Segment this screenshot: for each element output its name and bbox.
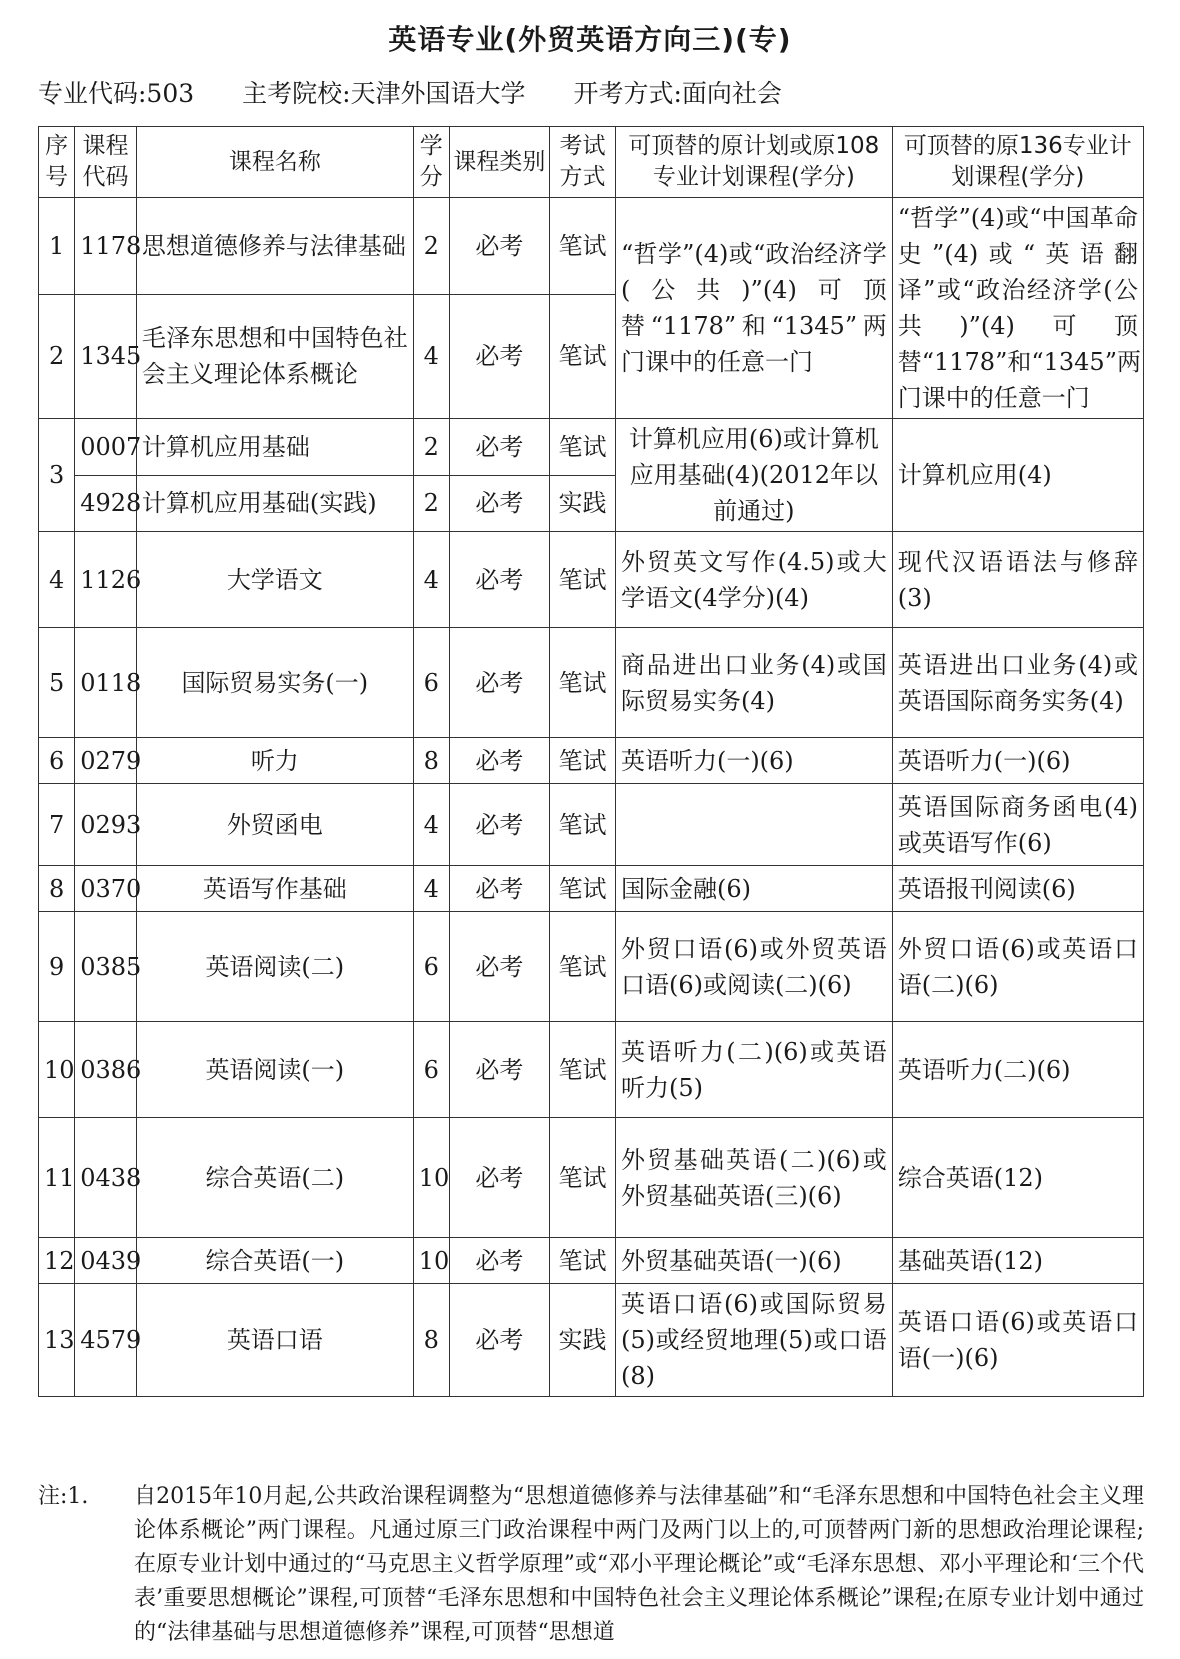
cell-name: 英语口语 [136,1284,413,1397]
header-sub108: 可顶替的原计划或原108专业计划课程(学分) [615,127,892,198]
cell-code: 0007 [75,419,137,476]
cell-code: 1178 [75,198,137,294]
cell-name: 思想道德修养与法律基础 [136,198,413,294]
cell-credit: 2 [413,475,449,532]
cell-sub136: 综合英语(12) [892,1118,1143,1238]
table-row [39,784,1144,866]
cell-name: 计算机应用基础 [136,419,413,476]
cell-sub108: 国际金融(6) [615,866,892,912]
cell-exam: 实践 [549,475,615,532]
cell-sub136: 英语口语(6)或英语口语(一)(6) [892,1284,1143,1397]
cell-sub136: 英语听力(一)(6) [892,738,1143,784]
cell-sub136-politics: “哲学”(4)或“中国革命史”(4)或“英语翻译”或“政治经济学(公共)”(4)可顶替“1178”和“1345”两门课中的任意一门 [892,198,1143,419]
cell-exam: 笔试 [549,1022,615,1118]
cell-sub136: 外贸口语(6)或英语口语(二)(6) [892,912,1143,1022]
course-table [38,126,1144,1397]
cell-credit: 6 [413,912,449,1022]
table-row [39,628,1144,738]
footnote [38,1480,1144,1650]
cell-code: 0118 [75,628,137,738]
cell-code: 1126 [75,532,137,628]
table-row [39,198,1144,294]
cell-type: 必考 [449,294,549,419]
cell-exam: 实践 [549,1284,615,1397]
header-type: 课程类别 [449,127,549,198]
cell-seq: 6 [39,738,75,784]
cell-seq: 9 [39,912,75,1022]
cell-code: 4928 [75,475,137,532]
cell-type: 必考 [449,1022,549,1118]
cell-type: 必考 [449,628,549,738]
cell-sub108: 外贸口语(6)或外贸英语口语(6)或阅读(二)(6) [615,912,892,1022]
cell-credit: 8 [413,1284,449,1397]
exam-mode: 开考方式:面向社会 [573,79,782,108]
cell-exam: 笔试 [549,294,615,419]
cell-exam: 笔试 [549,912,615,1022]
cell-code: 0293 [75,784,137,866]
cell-sub108: 英语听力(二)(6)或英语听力(5) [615,1022,892,1118]
cell-type: 必考 [449,1238,549,1284]
table-row [39,866,1144,912]
table-row [39,1284,1144,1397]
cell-seq: 12 [39,1238,75,1284]
cell-sub136: 基础英语(12) [892,1238,1143,1284]
cell-exam: 笔试 [549,198,615,294]
table-row [39,532,1144,628]
cell-type: 必考 [449,198,549,294]
cell-sub136-computer: 计算机应用(4) [892,419,1143,532]
cell-seq: 3 [39,419,75,532]
cell-exam: 笔试 [549,738,615,784]
cell-name: 毛泽东思想和中国特色社会主义理论体系概论 [136,294,413,419]
table-row [39,1022,1144,1118]
cell-name: 英语阅读(二) [136,912,413,1022]
cell-seq: 5 [39,628,75,738]
cell-sub108 [615,784,892,866]
table-row [39,1118,1144,1238]
cell-name: 综合英语(一) [136,1238,413,1284]
cell-seq: 7 [39,784,75,866]
cell-sub108-computer: 计算机应用(6)或计算机应用基础(4)(2012年以前通过) [615,419,892,532]
cell-sub108: 外贸英文写作(4.5)或大学语文(4学分)(4) [615,532,892,628]
major-info [38,74,822,110]
table-row [39,912,1144,1022]
cell-code: 1345 [75,294,137,419]
cell-name: 综合英语(二) [136,1118,413,1238]
cell-credit: 10 [413,1238,449,1284]
cell-credit: 4 [413,532,449,628]
page-title: 英语专业(外贸英语方向三)(专) [388,23,792,56]
cell-type: 必考 [449,1118,549,1238]
cell-seq: 11 [39,1118,75,1238]
footnote-label: 注:1. [38,1484,89,1509]
header-name: 课程名称 [136,127,413,198]
cell-sub108-politics: “哲学”(4)或“政治经济学(公共)”(4)可顶替“1178”和“1345”两门课中的任意一门 [615,198,892,419]
cell-sub136: 英语听力(二)(6) [892,1022,1143,1118]
cell-type: 必考 [449,1284,549,1397]
cell-name: 国际贸易实务(一) [136,628,413,738]
cell-sub136: 英语进出口业务(4)或英语国际商务实务(4) [892,628,1143,738]
cell-exam: 笔试 [549,532,615,628]
cell-sub108: 英语听力(一)(6) [615,738,892,784]
cell-credit: 6 [413,1022,449,1118]
cell-code: 0279 [75,738,137,784]
cell-sub108: 外贸基础英语(一)(6) [615,1238,892,1284]
table-row [39,1238,1144,1284]
cell-sub108: 外贸基础英语(二)(6)或外贸基础英语(三)(6) [615,1118,892,1238]
cell-sub136: 英语国际商务函电(4)或英语写作(6) [892,784,1143,866]
table-header-row [39,127,1144,198]
cell-exam: 笔试 [549,1238,615,1284]
cell-name: 听力 [136,738,413,784]
cell-seq: 8 [39,866,75,912]
cell-seq: 1 [39,198,75,294]
cell-code: 0370 [75,866,137,912]
cell-exam: 笔试 [549,784,615,866]
cell-seq: 10 [39,1022,75,1118]
cell-credit: 6 [413,628,449,738]
major-code: 专业代码:503 [38,79,195,108]
cell-seq: 13 [39,1284,75,1397]
cell-type: 必考 [449,475,549,532]
cell-credit: 8 [413,738,449,784]
table-row [39,419,1144,476]
cell-code: 0439 [75,1238,137,1284]
cell-sub108: 英语口语(6)或国际贸易(5)或经贸地理(5)或口语(8) [615,1284,892,1397]
header-credit: 学分 [413,127,449,198]
footnote-text: 自2015年10月起,公共政治课程调整为“思想道德修养与法律基础”和“毛泽东思想和中国特色社会主义理论体系概论”两门课程。凡通过原三门政治课程中两门及两门以上的,可顶替两门新的思想政治理论课程;在原专业计划中通过的“马克思主义哲学原理”或“邓小平理论概论”或“毛泽东思想、邓小平理论和‘三个代表’重要思想概论”课程,可顶替“毛泽东思想和中国特色社会主义理论体系概论”课程;在原专业计划中通过的“法律基础与思想道德修养”课程,可顶替“思想道 [134,1484,1144,1646]
table-row [39,738,1144,784]
cell-type: 必考 [449,419,549,476]
cell-code: 0438 [75,1118,137,1238]
cell-credit: 4 [413,294,449,419]
header-sub136: 可顶替的原136专业计划课程(学分) [892,127,1143,198]
cell-exam: 笔试 [549,419,615,476]
header-seq: 序号 [39,127,75,198]
host-school: 主考院校:天津外国语大学 [242,79,526,108]
cell-code: 0386 [75,1022,137,1118]
cell-credit: 2 [413,419,449,476]
cell-name: 英语阅读(一) [136,1022,413,1118]
cell-name: 大学语文 [136,532,413,628]
cell-type: 必考 [449,784,549,866]
cell-type: 必考 [449,532,549,628]
cell-code: 4579 [75,1284,137,1397]
cell-credit: 4 [413,784,449,866]
header-code: 课程代码 [75,127,137,198]
cell-credit: 4 [413,866,449,912]
cell-type: 必考 [449,738,549,784]
cell-exam: 笔试 [549,1118,615,1238]
cell-type: 必考 [449,912,549,1022]
cell-credit: 10 [413,1118,449,1238]
header-exam: 考试方式 [549,127,615,198]
cell-name: 计算机应用基础(实践) [136,475,413,532]
cell-credit: 2 [413,198,449,294]
cell-code: 0385 [75,912,137,1022]
cell-exam: 笔试 [549,628,615,738]
cell-name: 外贸函电 [136,784,413,866]
cell-exam: 笔试 [549,866,615,912]
cell-type: 必考 [449,866,549,912]
cell-sub136: 英语报刊阅读(6) [892,866,1143,912]
cell-name: 英语写作基础 [136,866,413,912]
cell-sub108: 商品进出口业务(4)或国际贸易实务(4) [615,628,892,738]
cell-seq: 4 [39,532,75,628]
cell-seq: 2 [39,294,75,419]
cell-sub136: 现代汉语语法与修辞(3) [892,532,1143,628]
